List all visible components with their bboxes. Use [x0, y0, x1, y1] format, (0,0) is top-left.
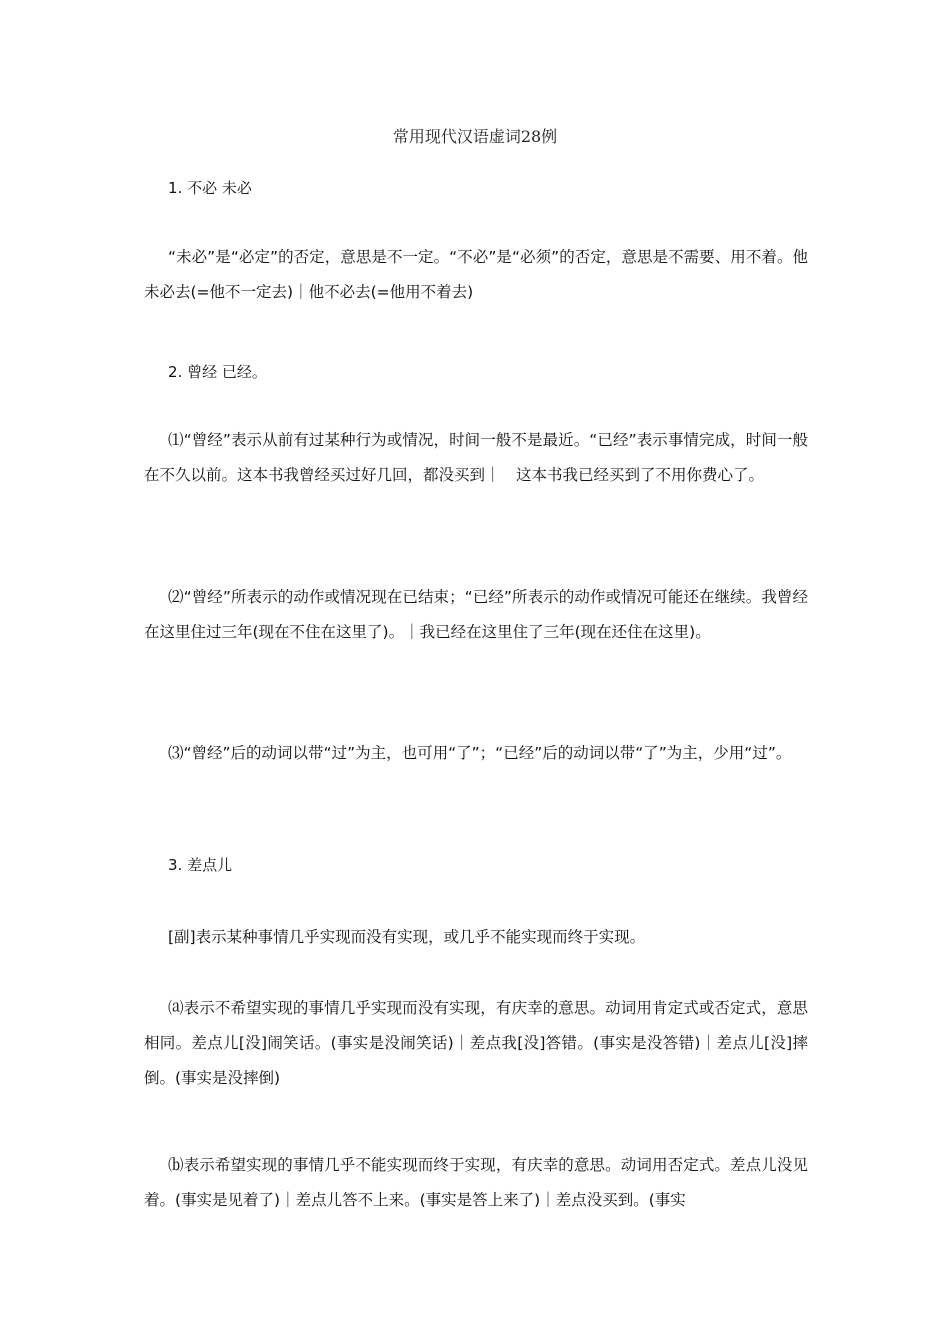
section-heading-2: 2. 曾经 已经。: [168, 363, 267, 381]
paragraph-2-1: ⑴“曾经”表示从前有过某种行为或情况，时间一般不是最近。“已经”表示事情完成，时间一般在不久以前。这本书我曾经买过好几回，都没买到｜ 这本书我已经买到了不用你费心了。: [144, 431, 808, 484]
paragraph-3-2: ⒜表示不希望实现的事情几乎实现而没有实现，有庆幸的意思。动词用肯定式或否定式，意思相同。差点儿[没]闹笑话。(事实是没闹笑话)｜差点我[没]答错。(事实是没答错)｜差点儿[没]摔倒。(事实是没摔倒): [144, 999, 808, 1087]
paragraph-2-3: ⑶“曾经”后的动词以带“过”为主，也可用“了”；“已经”后的动词以带“了”为主，少用“过”。: [168, 744, 792, 762]
document-title: 常用现代汉语虚词28例: [392, 127, 558, 146]
paragraph-2-2: ⑵“曾经”所表示的动作或情况现在已结束；“已经”所表示的动作或情况可能还在继续。我曾经在这里住过三年(现在不住在这里了)。｜我已经在这里住了三年(现在还住在这里)。: [144, 588, 808, 641]
section-heading-1: 1. 不必 未必: [168, 179, 252, 197]
paragraph-3-1: [副]表示某种事情几乎实现而没有实现，或几乎不能实现而终于实现。: [168, 928, 646, 946]
paragraph-1-1: “未必”是“必定”的否定，意思是不一定。“不必”是“必须”的否定，意思是不需要、用不着。他未必去(=他不一定去)｜他不必去(=他用不着去): [144, 248, 808, 301]
section-heading-3: 3. 差点儿: [168, 856, 233, 874]
paragraph-3-3: ⒝表示希望实现的事情几乎不能实现而终于实现，有庆幸的意思。动词用否定式。差点儿没见着。(事实是见着了)｜差点儿答不上来。(事实是答上来了)｜差点没买到。(事实: [144, 1156, 808, 1209]
